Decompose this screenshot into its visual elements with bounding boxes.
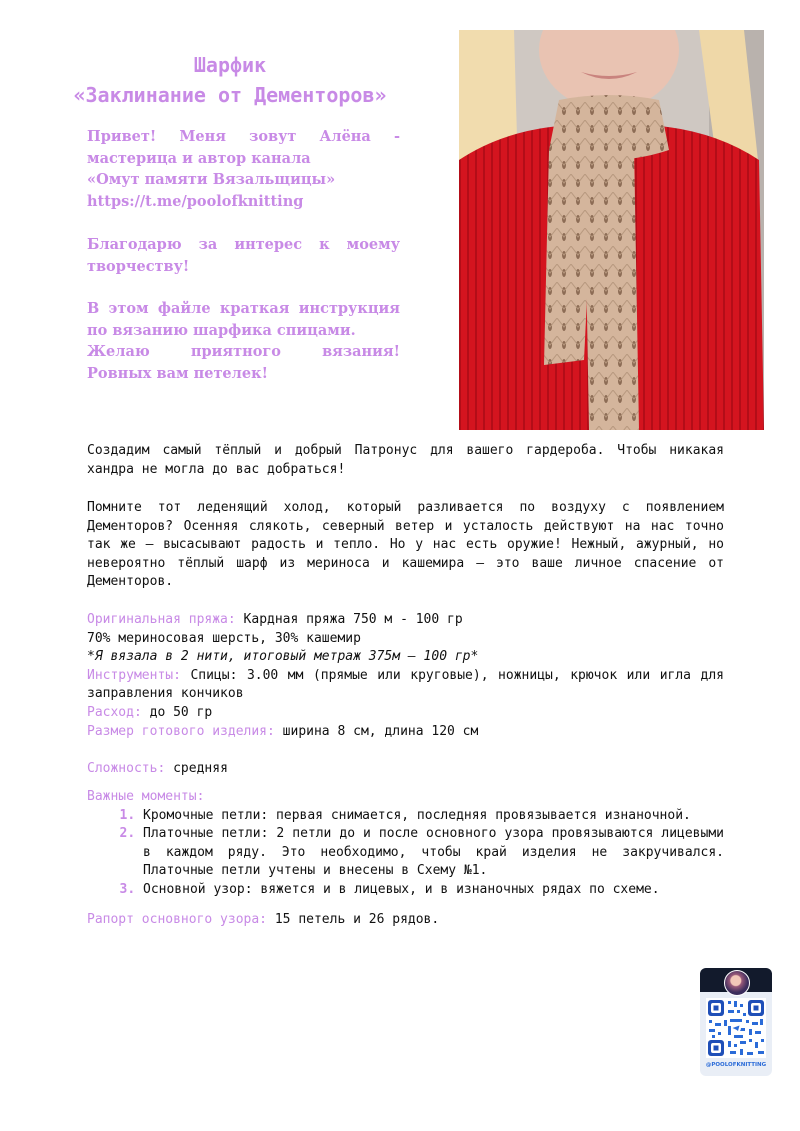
difficulty-label: Сложность: — [87, 761, 166, 776]
yarn-note: *Я вязала в 2 нити, итоговый метраж 375м – 100 гр* — [87, 649, 479, 665]
knitted-scarf-illustration — [459, 30, 764, 430]
yarn-label: Оригинальная пряжа: — [87, 612, 236, 627]
title-line-1: Шарфик — [193, 53, 267, 77]
notes-section — [87, 788, 724, 900]
yarn-composition: 70% мериносовая шерсть, 30% кашемир — [87, 630, 361, 646]
greeting-line: «Омут памяти Вязальщицы» — [87, 171, 336, 188]
wish-text-2: Ровных вам петелек! — [87, 364, 268, 382]
notes-list — [87, 807, 724, 900]
intro-thanks — [87, 234, 400, 277]
title-line-2: «Заклинание от Дементоров» — [73, 83, 387, 107]
repeat-section — [87, 911, 724, 930]
list-item: 1. Кромочные петли: первая снимается, последняя провязывается изнаночной. — [143, 807, 724, 826]
telegram-qr-card[interactable] — [700, 968, 772, 1076]
repeat-value: 15 петель и 26 рядов. — [274, 912, 440, 927]
repeat-label: Рапорт основного узора: — [87, 912, 268, 927]
size-value: ширина 8 см, длина 120 см — [282, 723, 479, 739]
list-item: 2. Платочные петли: 2 петли до и после основного узора провязываются лицевыми в каждом ряду. Это необходимо, чтобы край изделия не закручивался. Платочные петли учтены и внесены в Схему №1. — [143, 825, 724, 881]
notes-label: Важные моменты: — [87, 789, 205, 804]
intro-file-note — [87, 298, 400, 384]
wish-text: Желаю приятного вязания! — [87, 343, 400, 360]
qr-code-icon — [706, 998, 766, 1058]
greeting-line: мастерица и автор канала — [87, 149, 311, 167]
para-dementors: Помните тот леденящий холод, который разливается по воздуху с появлением Дементоров? Осенняя слякоть, северный ветер и усталость действуют на нас точно так же — высасывают радость и тепло. Но у нас есть оружие! Нежный, ажурный, но невероятно тёплый шарф из мериноса и кашемира — это ваше личное спасение от Дементоров. — [87, 500, 724, 590]
channel-link[interactable]: https://t.me/poolofknitting — [87, 192, 304, 210]
list-item: 3. Основной узор: вяжется и в лицевых, и в изнаночных рядах по схеме. — [143, 881, 724, 900]
para-intro: Создадим самый тёплый и добрый Патронус для вашего гардероба. Чтобы никакая хандра не могла до вас добраться! — [87, 443, 724, 477]
difficulty-value: средняя — [173, 761, 228, 776]
thanks-text: Благодарю за интерес к моему творчеству! — [87, 236, 400, 275]
usage-value: до 50 гр — [149, 704, 213, 720]
file-note-text: В этом файле краткая инструкция по вязанию шарфика спицами. — [87, 300, 400, 339]
telegram-handle: @POOLOFKNITTING — [705, 1062, 767, 1068]
qr-code[interactable] — [706, 998, 766, 1058]
yarn-section — [87, 611, 724, 741]
avatar — [724, 970, 750, 996]
tools-label: Инструменты: — [87, 667, 181, 683]
greeting-line: Привет! Меня зовут Алёна - — [87, 128, 400, 145]
difficulty-section — [87, 760, 724, 779]
scarf-photo — [459, 30, 764, 430]
intro-greeting — [87, 126, 400, 212]
usage-label: Расход: — [87, 704, 142, 720]
tools-value: Спицы: 3.00 мм (прямые или круговые), ножницы, крючок или игла для заправления кончиков — [87, 667, 725, 702]
yarn-value: Кардная пряжа 750 м - 100 гр — [243, 612, 463, 627]
page-title — [30, 50, 430, 110]
size-label: Размер готового изделия: — [87, 723, 275, 739]
